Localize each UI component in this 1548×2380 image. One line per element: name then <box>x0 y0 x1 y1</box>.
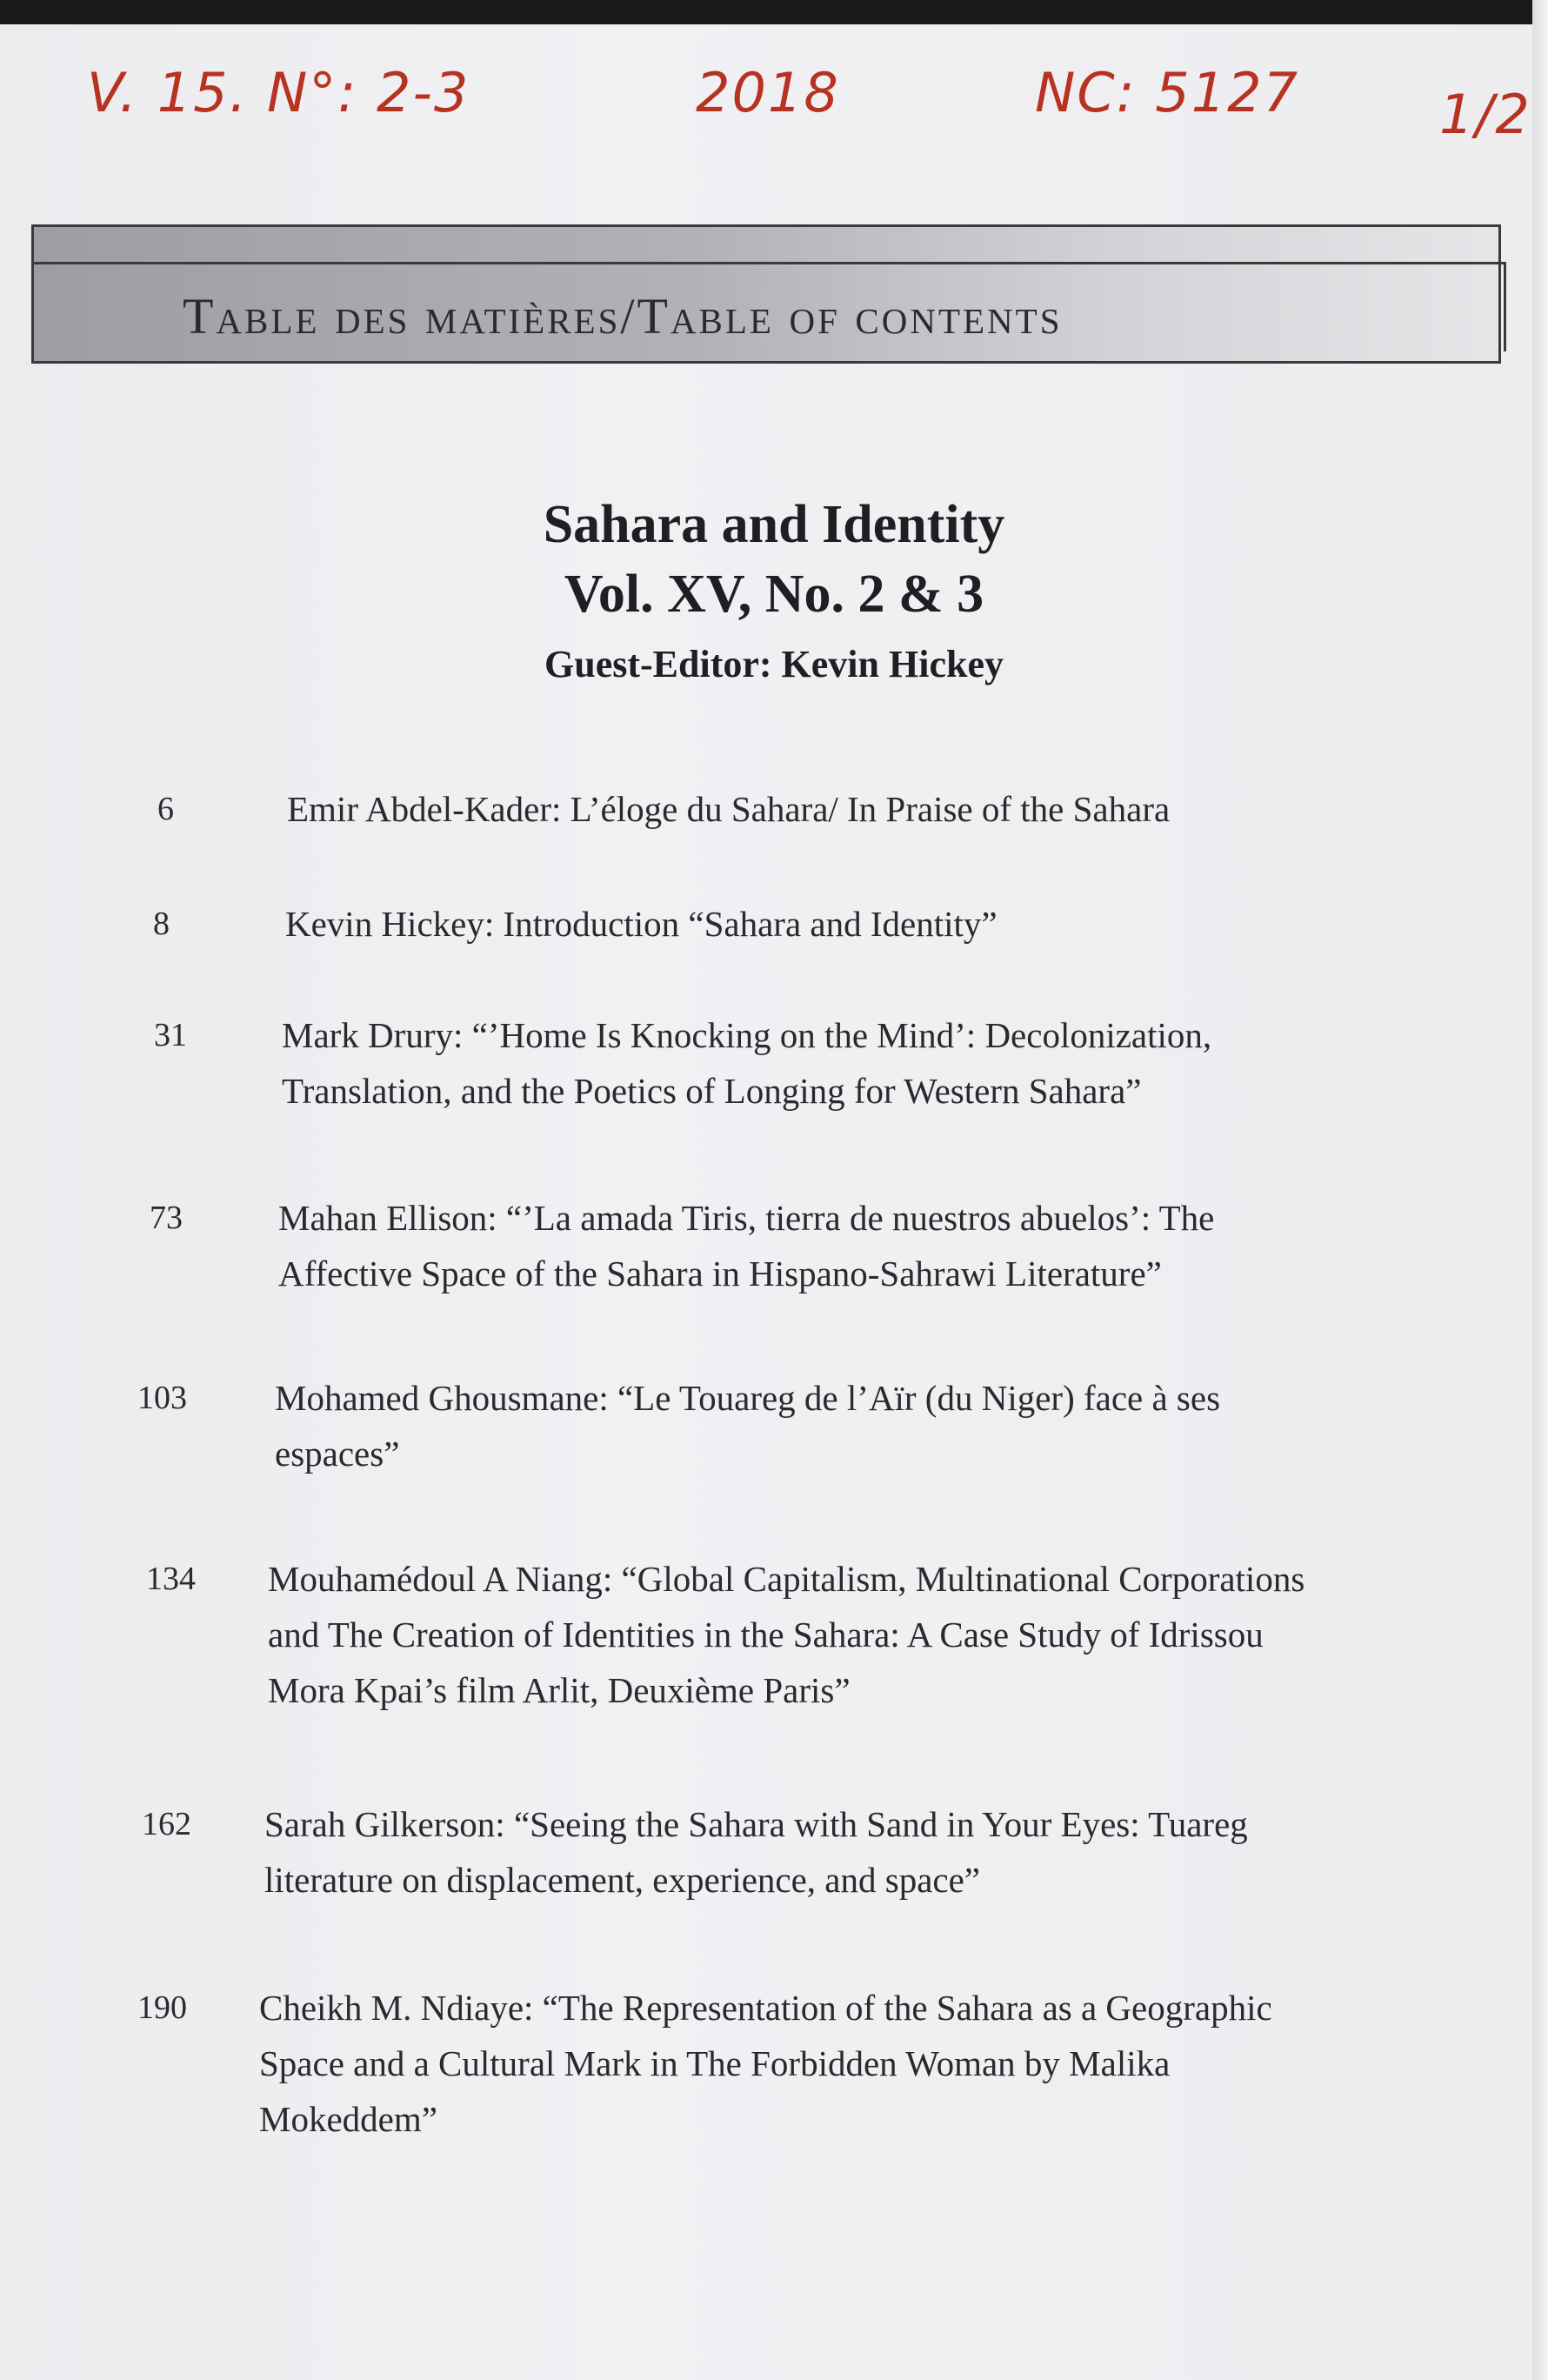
entry-text: Cheikh M. Ndiaye: “The Representation of the Sahara as a Geographic Space and a Cultural Mark in The Forbidden Woman by Malika Mokeddem” <box>259 1988 1272 2139</box>
entry-text: Mohamed Ghousmane: “Le Touareg de l’Aïr (du Niger) face à ses espaces” <box>275 1378 1221 1474</box>
handwritten-volume-note: V. 15. N°: 2-3 <box>87 61 470 124</box>
entry-page-number: 31 <box>154 1017 187 1053</box>
entry-page-number: 73 <box>150 1200 183 1236</box>
guest-editor: Guest-Editor: Kevin Hickey <box>544 643 1004 685</box>
entry-page-number: 134 <box>146 1561 196 1597</box>
entry-text: Mouhamédoul A Niang: “Global Capitalism, Multinational Corporations and The Creation of Identities in the Sahara: A Case Study of Idrissou Mora Kpai’s film Arlit, Deuxième Paris” <box>268 1559 1305 1710</box>
entry-text: Mark Drury: “’Home Is Knocking on the Mind’: Decolonization, Translation, and the Poetics of Longing for Western Sahara” <box>282 1015 1212 1111</box>
entry-text: Sarah Gilkerson: “Seeing the Sahara with Sand in Your Eyes: Tuareg literature on displacement, experience, and space” <box>264 1804 1248 1900</box>
handwritten-call-number: NC: 5127 <box>1035 61 1300 124</box>
entry-page-number: 190 <box>137 1989 187 2026</box>
entry-page-number: 162 <box>142 1806 191 1842</box>
scan-top-edge <box>0 0 1548 24</box>
entry-text: Emir Abdel-Kader: L’éloge du Sahara/ In Praise of the Sahara <box>287 789 1171 829</box>
handwritten-part-note: 1/2 <box>1439 83 1531 146</box>
issue-title: Sahara and Identity <box>543 495 1005 554</box>
handwritten-year-note: 2018 <box>696 61 840 124</box>
entry-page-number: 8 <box>153 906 170 942</box>
page-right-edge <box>1532 0 1548 2380</box>
entry-text: Kevin Hickey: Introduction “Sahara and Identity” <box>285 904 998 944</box>
entry-page-number: 6 <box>157 791 174 827</box>
entry-text: Mahan Ellison: “’La amada Tiris, tierra de nuestros abuelos’: The Affective Space of the Sahara in Hispano-Sahrawi Literature” <box>278 1198 1215 1294</box>
issue-volume: Vol. XV, No. 2 & 3 <box>564 565 984 624</box>
toc-title: Table des matières/Table of contents <box>183 288 1063 344</box>
entry-page-number: 103 <box>137 1380 187 1416</box>
